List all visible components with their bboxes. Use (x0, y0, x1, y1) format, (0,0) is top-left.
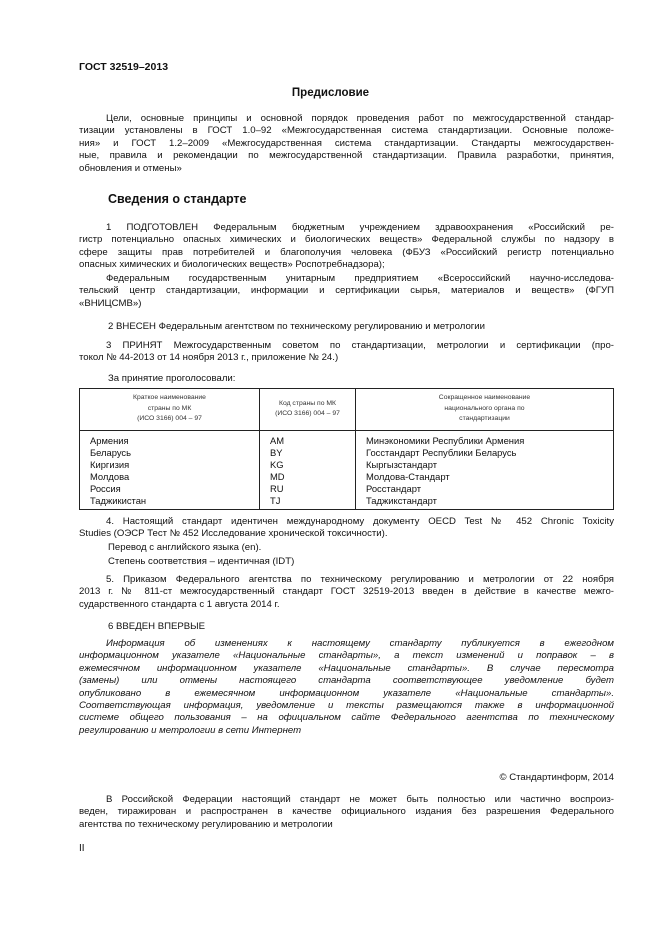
standards-body: Госстандарт Республики Беларусь (366, 447, 517, 458)
voting-countries-table (79, 388, 614, 510)
country-name: Таджикистан (90, 495, 147, 506)
item-5-order: 5. Приказом Федерального агентства по техническому регулированию и метрологии от 22 ноября 2013 г. № 811-ст межгосударственный стандарт ГОСТ 32519-2013 введен в действие в качестве межго- сударственного стандарта с 1 августа 2014 г. (79, 574, 614, 610)
item-2-submitted: 2 ВНЕСЕН Федеральным агентством по техническому регулированию и метрологии (108, 321, 486, 332)
table-body-row (80, 431, 614, 510)
standards-body: Таджикстандарт (366, 495, 437, 506)
foreword-paragraph: Цели, основные принципы и основной порядок проведения работ по межгосударственной стандар- тизации установлены в ГОСТ 1.0–92 «Межгосударственная система стандартизации. Основные положе- ния» и ГОСТ 1.2–2009 «Межгосударственная система стандартизации. Стандарты межгосударствен- ные, правила и рекомендации по межгосударственной стандартизации. Правила разработки, принятия, обновления и отмены» (79, 113, 614, 174)
country-code: MD (270, 471, 285, 482)
voted-label: За принятие проголосовали: (108, 373, 236, 384)
standards-bodies-cell (356, 431, 614, 510)
country-name: Россия (90, 483, 121, 494)
country-name: Армения (90, 435, 129, 446)
item-1-prepared: 1 ПОДГОТОВЛЕН Федеральным бюджетным учреждением здравоохранения «Российский ре- гистр потенциально опасных химических и биологических веществ» Федеральной службы по надзору в сфере защиты прав потребителей и благополучия человека (ФБУЗ «Российский регистр потенциально опасных химических и биологических веществ» Роспотребнадзора); (79, 222, 614, 271)
info-section-title: Сведения о стандарте (108, 192, 247, 206)
amendments-notice: Информация об изменениях к настоящему стандарту публикуется в ежегодном информационном указателе «Национальные стандарты», а текст изменений и поправок – в ежемесячном информационном указателе «Национальные стандарты». В случае пересмотра (замены) или отмены настоящего стандарта соответствующее уведомление будет опубликовано в ежемесячном информационном указателе «Национальные стандарты». Соответствующая информация, уведомление и тексты размещаются также в информационной системе общего пользования – на официальном сайте Федерального агентства по техническому регулированию и метрологии в сети Интернет (79, 638, 614, 736)
page-number: II (79, 843, 85, 854)
country-code: RU (270, 483, 284, 494)
column-header-country: Краткое наименование страны по МК (ИСО 3166) 004 – 97 (80, 389, 260, 431)
country-code: TJ (270, 495, 281, 506)
country-code: BY (270, 447, 283, 458)
reproduction-rights: В Российской Федерации настоящий стандарт не может быть полностью или частично воспроиз- веден, тиражирован и распространен в качестве официального издания без разрешения Федерального агентства по техническому регулированию и метрологии (79, 794, 614, 830)
item-3-adopted: 3 ПРИНЯТ Межгосударственным советом по стандартизации, метрологии и сертификации (про- токол № 44-2013 от 14 ноября 2013 г., приложение № 24.) (79, 340, 614, 364)
item-1-co-preparer: Федеральным государственным унитарным предприятием «Всероссийский научно-исследова- тельский центр стандартизации, информации и сертификации сырья, материалов и веществ» (ФГУП «ВНИЦСМВ») (79, 273, 614, 309)
standard-code-header: ГОСТ 32519–2013 (79, 61, 169, 73)
country-name: Беларусь (90, 447, 132, 458)
translation-note: Перевод с английского языка (en). (108, 542, 262, 553)
country-name: Киргизия (90, 459, 130, 470)
table-header-row (80, 389, 614, 431)
standards-body: Молдова-Стандарт (366, 471, 450, 482)
item-4-identity: 4. Настоящий стандарт идентичен международному документу OECD Test № 452 Chronic Toxicity Studies (ОЭСР Тест № 452 Исследование хронической токсичности). (79, 516, 614, 540)
country-code: AM (270, 435, 285, 446)
standards-body: Росстандарт (366, 483, 421, 494)
column-header-code: Код страны по МК (ИСО 3166) 004 – 97 (260, 389, 356, 431)
country-name: Молдова (90, 471, 130, 482)
foreword-title: Предисловие (291, 87, 370, 99)
country-code: KG (270, 459, 284, 470)
conformity-degree: Степень соответствия – идентичная (IDT) (108, 556, 295, 567)
column-header-body: Сокращенное наименование национального органа по стандартизации (356, 389, 614, 431)
country-codes-cell (260, 431, 356, 510)
copyright-notice: © Стандартинформ, 2014 (499, 772, 614, 783)
standards-body: Минэкономики Республики Армения (366, 435, 525, 446)
country-names-cell (80, 431, 260, 510)
item-6-introduced: 6 ВВЕДЕН ВПЕРВЫЕ (108, 621, 206, 632)
standards-body: Кыргызстандарт (366, 459, 438, 470)
